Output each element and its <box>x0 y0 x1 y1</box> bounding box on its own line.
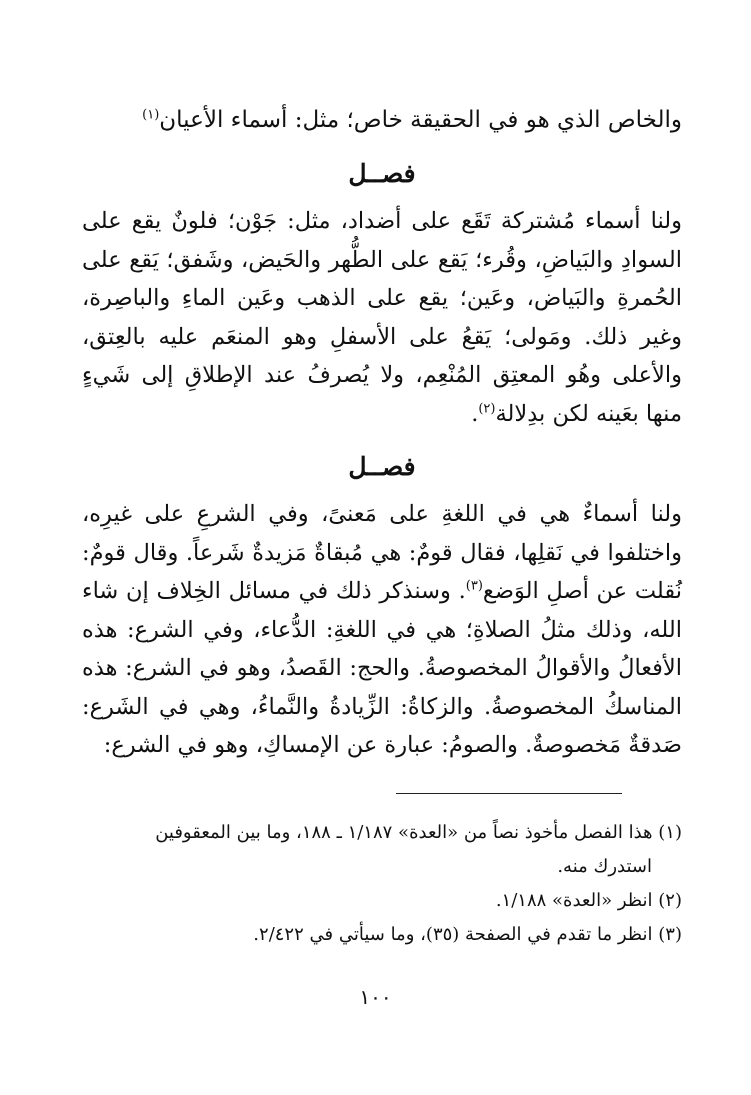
section-2-text: ولنا أسماءٌ هي في اللغةِ على مَعنىً، وفي الشرعِ على غيرِه، واختلفوا في نَقلِها، فقال قومٌ: هي مُبقاةٌ مَزيدةٌ شَرعاً. وقال قومٌ: نُقلت عن أصلِ الوَضع <box>82 501 683 604</box>
footnote-ref-3[interactable]: (٣) <box>465 578 483 594</box>
footnotes <box>82 816 682 952</box>
footnote-divider <box>396 793 622 794</box>
section-paragraph-2 <box>82 495 682 765</box>
opening-line <box>82 100 682 140</box>
footnote-continuation: استدرك منه. <box>557 856 652 877</box>
footnote-3 <box>82 918 682 952</box>
section-heading-1: فصــل <box>348 159 416 188</box>
footnote-marker: (٣) <box>658 924 682 945</box>
section-1-end: . <box>471 400 479 427</box>
section-heading-2: فصــل <box>348 452 416 481</box>
footnote-marker: (٢) <box>658 890 682 911</box>
page-body <box>82 100 682 765</box>
section-paragraph-1 <box>82 202 682 433</box>
footnote-text: هذا الفصل مأخوذ نصاً من «العدة» ١/١٨٧ ـ ١٨٨، وما بين المعقوفين <box>155 822 653 843</box>
footnote-2 <box>82 884 682 918</box>
footnote-ref-1[interactable]: (١) <box>142 107 160 123</box>
section-2-continuation: . وسنذكر ذلك في مسائل الخِلاف إن شاء الله، وذلك مثلُ الصلاةِ؛ هي في اللغةِ: الدُّعاء، وفي الشرع: هذه الأفعالُ والأقوالُ المخصوصةُ. والحج: القَصدُ، وهو في الشرع: هذه المناسكُ المخصوصةُ. والزكاةُ: الزِّيادةُ والنَّماءُ، وهي في الشَرع: صَدقةٌ مَخصوصةٌ. والصومُ: عبارة عن الإمساكِ، وهو في الشرع: <box>82 578 682 758</box>
footnote-text: انظر ما تقدم في الصفحة (٣٥)، وما سيأتي في ٢/٤٢٢. <box>253 924 653 945</box>
footnote-ref-2[interactable]: (٢) <box>478 401 496 416</box>
footnote-text: انظر «العدة» ١/١٨٨. <box>495 890 653 911</box>
page-number: ١٠٠ <box>359 985 392 1009</box>
section-1-text: ولنا أسماء مُشتركة تَقَع على أضداد، مثل: جَوْن؛ فلونٌ يقع على السوادِ والبَياضِ، وقُرء؛ يَقع على الطُّهر والحَيض، وشَفق؛ يَقع على الحُمرةِ والبَياض، وعَين؛ يقع على الذهب وعَين الماءِ والباصِرة، وغير ذلك. ومَولى؛ يَقعُ على الأسفلِ وهو المنعَم عليه بالعِتق، والأعلى وهُو المعتِق المُنْعِم، ولا يُصرفُ عند الإطلاقِ إلى شَيءٍ منها بعَينه لكن بدِلالة <box>82 208 682 427</box>
footnote-marker: (١) <box>658 822 682 843</box>
footnote-1 <box>82 816 682 884</box>
opening-text: والخاص الذي هو في الحقيقة خاص؛ مثل: أسماء الأعيان <box>159 107 682 133</box>
